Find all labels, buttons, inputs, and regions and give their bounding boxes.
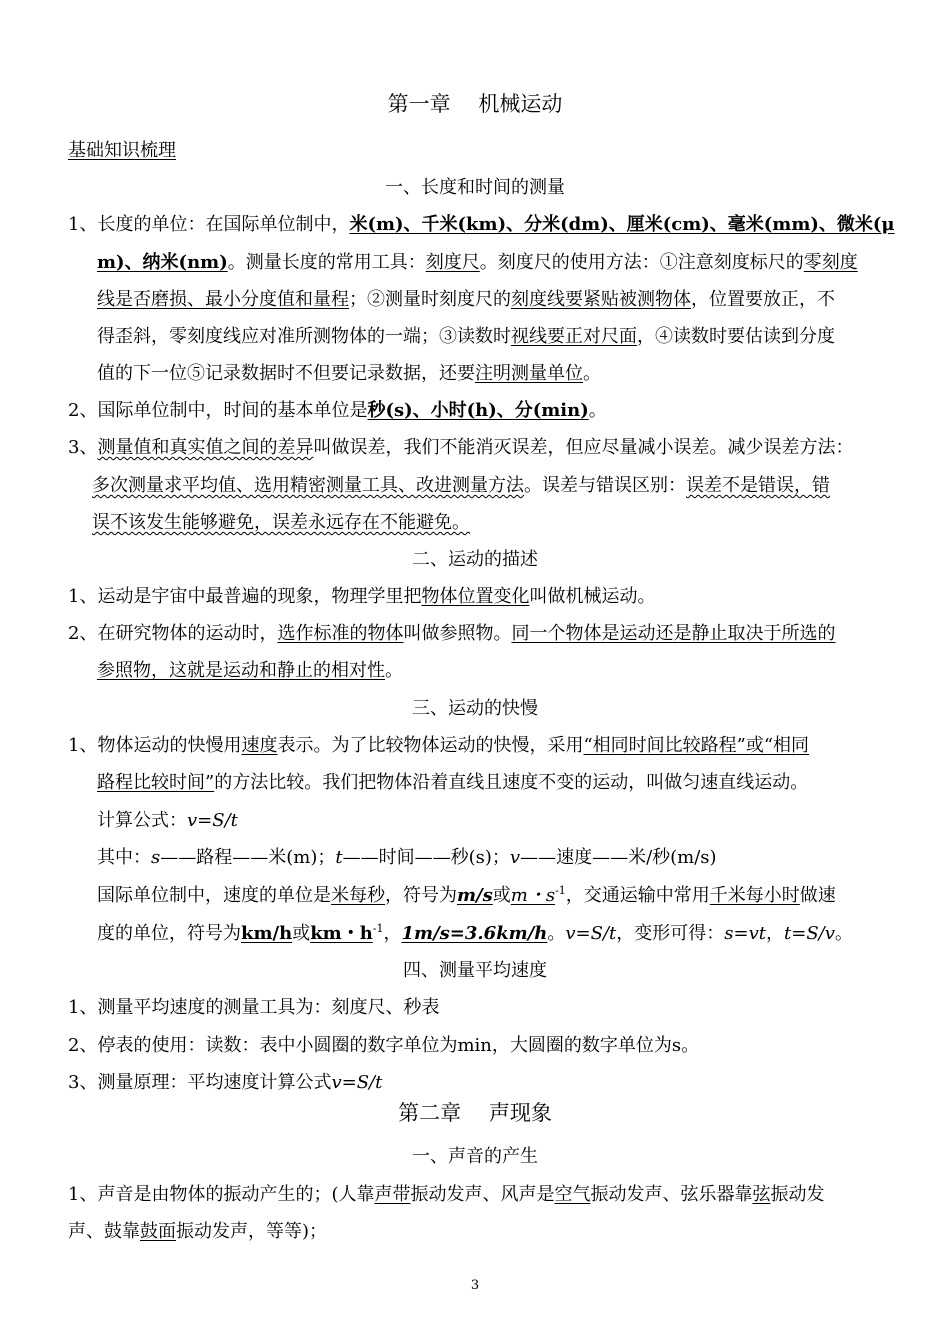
section-1-heading: 一、长度和时间的测量 <box>385 177 565 198</box>
chapter-2-title: 第二章 声现象 <box>398 1101 552 1125</box>
paragraph-line: 1、物体运动的快慢用速度表示。为了比较物体运动的快慢，采用“相同时间比较路程”或“相同 <box>68 735 810 756</box>
section-4-heading: 四、测量平均速度 <box>403 960 547 981</box>
paragraph-line: 3、测量原理：平均速度计算公式v=S/t <box>68 1072 383 1093</box>
paragraph-line: 1、测量平均速度的测量工具为：刻度尺、秒表 <box>68 997 440 1018</box>
paragraph-line: 1、长度的单位：在国际单位制中，米(m)、千米(km)、分米(dm)、厘米(cm)、毫米(mm)、微米(μ <box>68 214 895 235</box>
section-2-heading: 二、运动的描述 <box>412 549 538 570</box>
paragraph-line: 多次测量求平均值、选用精密测量工具、改进测量方法。误差与错误区别：误差不是错误，错 <box>92 475 830 496</box>
paragraph-line: 值的下一位⑤记录数据时不但要记录数据，还要注明测量单位。 <box>97 363 601 384</box>
formula-line: 计算公式：v=S/t <box>97 810 238 831</box>
page-number: 3 <box>470 1278 480 1293</box>
chapter-1-title: 第一章 机械运动 <box>387 92 563 116</box>
paragraph-line: 参照物，这就是运动和静止的相对性。 <box>97 660 403 681</box>
paragraph-line: 声、鼓靠鼓面振动发声，等等)； <box>68 1221 328 1242</box>
paragraph-line: 3、测量值和真实值之间的差异叫做误差，我们不能消灭误差，但应尽量减小误差。减少误差方法： <box>68 437 854 458</box>
paragraph-line: 1、运动是宇宙中最普遍的现象，物理学里把物体位置变化叫做机械运动。 <box>68 586 656 607</box>
section-label: 基础知识梳理 <box>68 140 176 161</box>
paragraph-line: 误不该发生能够避免，误差永远存在不能避免。 <box>92 512 470 533</box>
paragraph-line: m)、纳米(nm)。测量长度的常用工具：刻度尺。刻度尺的使用方法：①注意刻度标尺的零刻度 <box>97 252 858 273</box>
paragraph-line: 线是否磨损、最小分度值和量程；②测量时刻度尺的刻度线要紧贴被测物体，位置要放正，不 <box>97 289 835 310</box>
paragraph-line: 度的单位，符号为km/h或km・$h^{-1}$，1m/s=3.6km/h。v=S/t，变形可得：s=vt，t=S/v。 <box>97 922 853 944</box>
chapter-2-section-1-heading: 一、声音的产生 <box>412 1146 538 1167</box>
section-3-heading: 三、运动的快慢 <box>412 698 538 719</box>
paragraph-line: 2、国际单位制中，时间的基本单位是秒(s)、小时(h)、分(min)。 <box>68 400 607 421</box>
paragraph-line: 得歪斜，零刻度线应对准所测物体的一端；③读数时视线要正对尺面，④读数时要估读到分度 <box>97 326 835 347</box>
formula-legend: 其中：s——路程——米(m)；t——时间——秒(s)；v——速度——米/秒(m/s) <box>97 847 717 868</box>
paragraph-line: 2、在研究物体的运动时，选作标准的物体叫做参照物。同一个物体是运动还是静止取决于所选的 <box>68 623 836 644</box>
paragraph-line: 2、停表的使用：读数：表中小圆圈的数字单位为min，大圆圈的数字单位为s。 <box>68 1035 700 1056</box>
paragraph-line: 1、声音是由物体的振动产生的；(人靠声带振动发声、风声是空气振动发声、弦乐器靠弦振动发 <box>68 1184 825 1205</box>
paragraph-line: 国际单位制中，速度的单位是米每秒，符号为m/s或m・$s^{-1}$，交通运输中常用千米每小时做速 <box>97 884 836 906</box>
paragraph-line: 路程比较时间”的方法比较。我们把物体沿着直线且速度不变的运动，叫做匀速直线运动。 <box>97 772 809 793</box>
